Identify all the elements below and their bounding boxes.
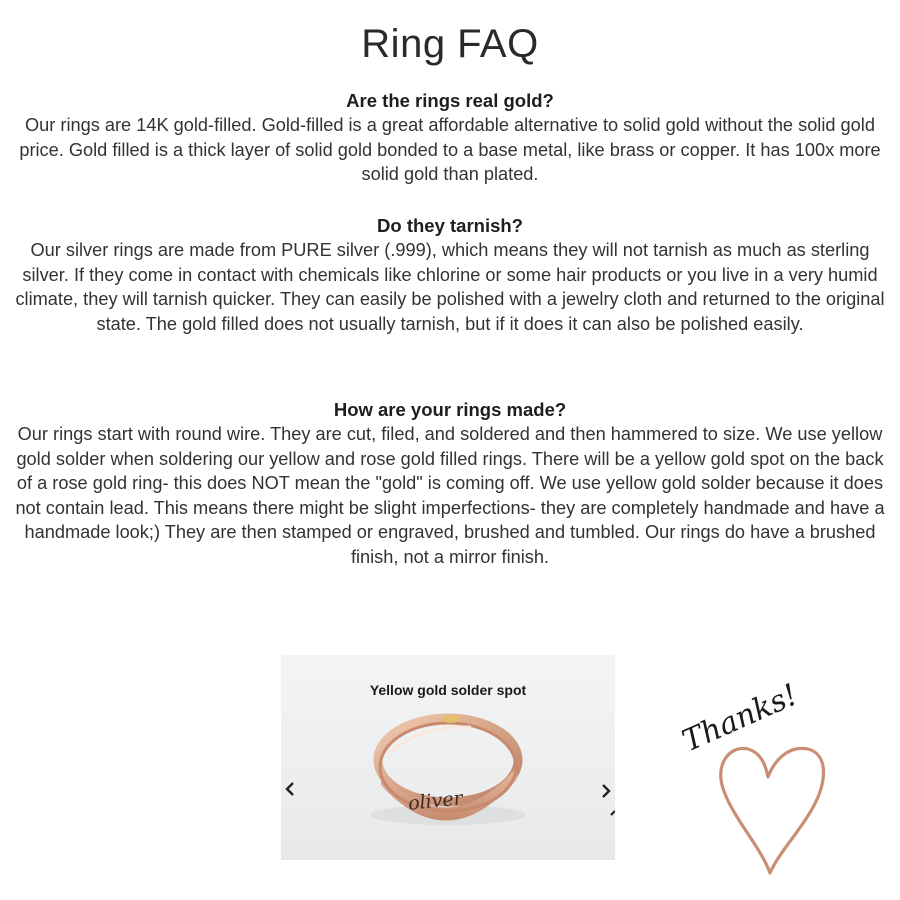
thanks-heart-art [640, 645, 870, 890]
thanks-text: Thanks! [677, 677, 804, 760]
faq-question: Do they tarnish? [377, 215, 523, 236]
faq-answer: Our silver rings are made from PURE silver (.999), which means they will not tarnish as much as sterling silver. If they come in contact with chemicals like chlorine or some hair products or you live in a very humid climate, they will tarnish quicker. They can easily be polished with a jewelry cloth and returned to the original state. The gold filled does not usually tarnish, but if it does it can also be polished easily. [15, 240, 885, 334]
table-mark [287, 783, 293, 795]
faq-item-tarnish [10, 214, 890, 336]
faq-item-real-gold [10, 89, 890, 187]
ring-photo [281, 655, 615, 860]
faq-question: How are your rings made? [333, 399, 567, 420]
faq-answer: Our rings are 14K gold-filled. Gold-filled is a great affordable alternative to solid gold without the solid gold price. Gold filled is a thick layer of solid gold bonded to a base metal, like brass or copper. It has 100x more solid gold than plated. [19, 115, 881, 184]
faq-question: Are the rings real gold? [346, 90, 554, 111]
faq-item-how-made [10, 398, 890, 569]
table-mark [603, 785, 609, 797]
photo-caption: Yellow gold solder spot [369, 682, 527, 698]
faq-answer: Our rings start with round wire. They are cut, filed, and soldered and then hammered to size. We use yellow gold solder when soldering our yellow and rose gold filled rings. There will be a yellow gold spot on the back of a rose gold ring- this does NOT mean the "gold" is coming off. We use yellow gold solder because it does not contain lead. This means there might be slight imperfections- they are completely handmade and have a handmade look;) They are then stamped or engraved, brushed and tumbled. Our rings do have a brushed finish, not a mirror finish. [15, 424, 885, 567]
page-title: Ring FAQ [361, 22, 539, 66]
table-mark [611, 811, 615, 815]
ring-engraving: oliver [407, 787, 464, 815]
heart-icon [640, 645, 870, 885]
